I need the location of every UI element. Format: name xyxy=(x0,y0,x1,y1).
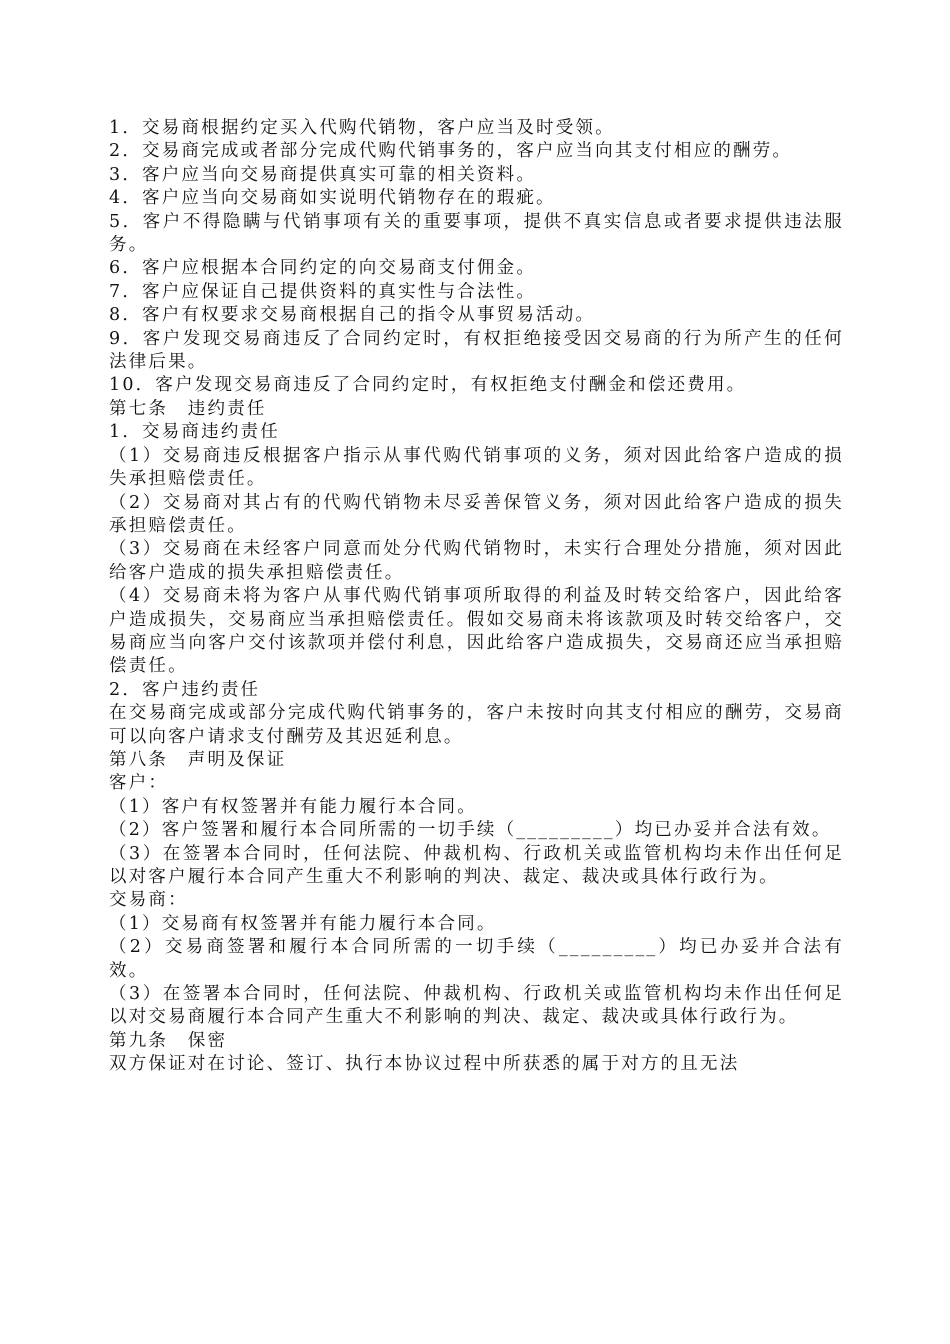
clause-8-trader-1: （1）交易商有权签署并有能力履行本合同。 xyxy=(109,913,497,934)
clause-7-1-1: （1）交易商违反根据客户指示从事代购代销事项的义务，须对因此给客户造成的损失承担赔偿责任。 xyxy=(109,445,844,490)
section-heading-article-9: 第九条 保密 xyxy=(109,1030,228,1051)
paragraph-5: 5．客户不得隐瞒与代销事项有关的重要事项，提供不真实信息或者要求提供违法服务。 xyxy=(109,211,844,256)
clause-8-customer-3: （3）在签署本合同时，任何法院、仲裁机构、行政机关或监管机构均未作出任何足以对客户履行本合同产生重大不利影响的判决、裁定、裁决或具体行政行为。 xyxy=(109,843,844,887)
paragraph-7: 7．客户应保证自己提供资料的真实性与合法性。 xyxy=(109,281,537,302)
section-heading-article-7: 第七条 违约责任 xyxy=(109,398,267,419)
paragraph-3: 3．客户应当向交易商提供真实可靠的相关资料。 xyxy=(109,164,537,185)
paragraph-9: 9．客户发现交易商违反了合同约定时，有权拒绝接受因交易商的行为所产生的任何法律后果。 xyxy=(109,328,844,373)
clause-7-2: 在交易商完成或部分完成代购代销事务的，客户未按时向其支付相应的酬劳，交易商可以向客户请求支付酬劳及其迟延利息。 xyxy=(109,703,844,747)
subheading-customer-liability: 2．客户违约责任 xyxy=(109,679,261,700)
clause-7-1-3: （3）交易商在未经客户同意而处分代购代销物时，未实行合理处分措施，须对因此给客户造成的损失承担赔偿责任。 xyxy=(109,539,844,583)
party-label-customer: 客户： xyxy=(109,773,169,794)
subheading-trader-liability: 1．交易商违约责任 xyxy=(109,422,280,443)
clause-8-trader-2: （2）交易商签署和履行本合同所需的一切手续（_________）均已办妥并合法有效。 xyxy=(109,937,844,981)
section-heading-article-8: 第八条 声明及保证 xyxy=(109,749,287,770)
clause-7-1-2: （2）交易商对其占有的代购代销物未尽妥善保管义务，须对因此给客户造成的损失承担赔偿责任。 xyxy=(109,492,844,536)
paragraph-1: 1．交易商根据约定买入代购代销物，客户应当及时受领。 xyxy=(109,118,615,138)
document-page xyxy=(109,117,844,1077)
paragraph-2: 2．交易商完成或者部分完成代购代销事务的，客户应当向其支付相应的酬劳。 xyxy=(109,141,793,162)
paragraph-10: 10．客户发现交易商违反了合同约定时，有权拒绝支付酬金和偿还费用。 xyxy=(109,375,747,396)
clause-8-trader-3: （3）在签署本合同时，任何法院、仲裁机构、行政机关或监管机构均未作出任何足以对交易商履行本合同产生重大不利影响的判决、裁定、裁决或具体行政行为。 xyxy=(109,984,844,1028)
paragraph-4: 4．客户应当向交易商如实说明代销物存在的瑕疵。 xyxy=(109,188,556,209)
clause-8-customer-1: （1）客户有权签署并有能力履行本合同。 xyxy=(109,796,477,817)
clause-9-confidentiality: 双方保证对在讨论、签订、执行本协议过程中所获悉的属于对方的且无法 xyxy=(109,1054,740,1075)
clause-8-customer-2: （2）客户签署和履行本合同所需的一切手续（_________）均已办妥并合法有效。 xyxy=(109,820,832,841)
paragraph-8: 8．客户有权要求交易商根据自己的指令从事贸易活动。 xyxy=(109,305,596,326)
paragraph-6: 6．客户应根据本合同约定的向交易商支付佣金。 xyxy=(109,258,537,279)
party-label-trader: 交易商： xyxy=(109,890,188,911)
clause-7-1-4: （4）交易商未将为客户从事代购代销事项所取得的利益及时转交给客户，因此给客户造成损失，交易商应当承担赔偿责任。假如交易商未将该款项及时转交给客户，交易商应当向客户交付该款项并偿付利息，因此给客户造成损失，交易商还应当承担赔偿责任。 xyxy=(109,586,844,677)
